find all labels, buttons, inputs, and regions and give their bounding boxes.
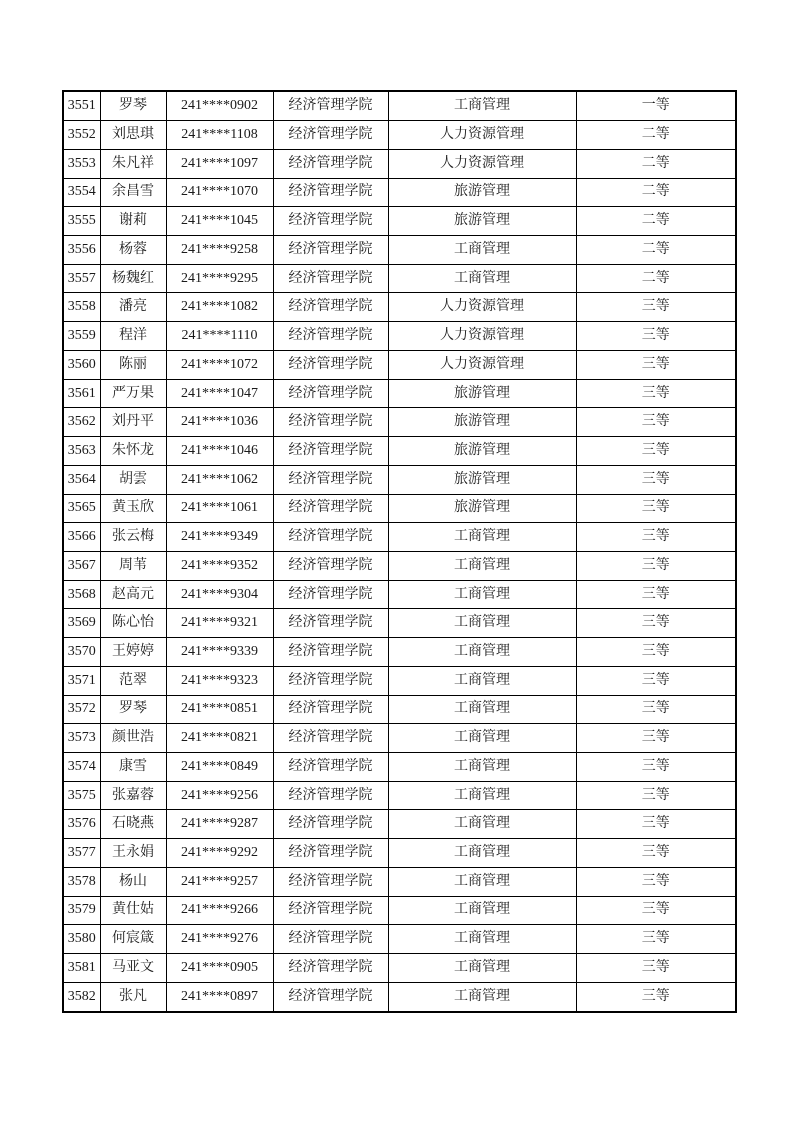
award-cell: 三等 <box>576 293 736 322</box>
award-cell: 二等 <box>576 121 736 150</box>
college-cell: 经济管理学院 <box>273 781 388 810</box>
award-cell: 三等 <box>576 437 736 466</box>
table-row <box>63 523 736 552</box>
table-row <box>63 322 736 351</box>
student-id-cell: 241****1062 <box>166 465 273 494</box>
name-cell: 刘思琪 <box>100 121 166 150</box>
college-cell: 经济管理学院 <box>273 982 388 1012</box>
serial-cell: 3576 <box>63 810 100 839</box>
major-cell: 人力资源管理 <box>388 121 576 150</box>
college-cell: 经济管理学院 <box>273 207 388 236</box>
serial-cell: 3553 <box>63 149 100 178</box>
name-cell: 刘丹平 <box>100 408 166 437</box>
student-id-cell: 241****9266 <box>166 896 273 925</box>
name-cell: 程洋 <box>100 322 166 351</box>
serial-cell: 3568 <box>63 580 100 609</box>
college-cell: 经济管理学院 <box>273 810 388 839</box>
college-cell: 经济管理学院 <box>273 551 388 580</box>
serial-cell: 3564 <box>63 465 100 494</box>
college-cell: 经济管理学院 <box>273 523 388 552</box>
major-cell: 人力资源管理 <box>388 350 576 379</box>
major-cell: 旅游管理 <box>388 408 576 437</box>
table-row <box>63 867 736 896</box>
serial-cell: 3579 <box>63 896 100 925</box>
name-cell: 石晓燕 <box>100 810 166 839</box>
name-cell: 谢莉 <box>100 207 166 236</box>
major-cell: 人力资源管理 <box>388 149 576 178</box>
award-cell: 三等 <box>576 896 736 925</box>
serial-cell: 3561 <box>63 379 100 408</box>
name-cell: 黄玉欣 <box>100 494 166 523</box>
table-row <box>63 666 736 695</box>
serial-cell: 3556 <box>63 236 100 265</box>
award-cell: 三等 <box>576 867 736 896</box>
student-id-cell: 241****9292 <box>166 839 273 868</box>
serial-cell: 3566 <box>63 523 100 552</box>
award-cell: 一等 <box>576 91 736 121</box>
major-cell: 工商管理 <box>388 724 576 753</box>
table-row <box>63 781 736 810</box>
table-row <box>63 494 736 523</box>
name-cell: 朱怀龙 <box>100 437 166 466</box>
name-cell: 陈心怡 <box>100 609 166 638</box>
name-cell: 康雪 <box>100 752 166 781</box>
award-cell: 三等 <box>576 925 736 954</box>
serial-cell: 3567 <box>63 551 100 580</box>
name-cell: 杨魏红 <box>100 264 166 293</box>
award-list-table <box>62 90 737 1013</box>
major-cell: 旅游管理 <box>388 207 576 236</box>
name-cell: 朱凡祥 <box>100 149 166 178</box>
major-cell: 工商管理 <box>388 638 576 667</box>
award-cell: 二等 <box>576 236 736 265</box>
table-row <box>63 350 736 379</box>
major-cell: 工商管理 <box>388 91 576 121</box>
award-cell: 三等 <box>576 695 736 724</box>
student-id-cell: 241****1110 <box>166 322 273 351</box>
table-row <box>63 982 736 1012</box>
student-id-cell: 241****9321 <box>166 609 273 638</box>
table-row <box>63 810 736 839</box>
award-cell: 三等 <box>576 408 736 437</box>
table-row <box>63 293 736 322</box>
student-id-cell: 241****9352 <box>166 551 273 580</box>
college-cell: 经济管理学院 <box>273 954 388 983</box>
college-cell: 经济管理学院 <box>273 896 388 925</box>
table-row <box>63 437 736 466</box>
name-cell: 范翠 <box>100 666 166 695</box>
student-id-cell: 241****9304 <box>166 580 273 609</box>
college-cell: 经济管理学院 <box>273 149 388 178</box>
table-row <box>63 264 736 293</box>
major-cell: 工商管理 <box>388 839 576 868</box>
serial-cell: 3562 <box>63 408 100 437</box>
college-cell: 经济管理学院 <box>273 867 388 896</box>
major-cell: 工商管理 <box>388 982 576 1012</box>
serial-cell: 3558 <box>63 293 100 322</box>
award-cell: 三等 <box>576 638 736 667</box>
name-cell: 王婷婷 <box>100 638 166 667</box>
table-row <box>63 379 736 408</box>
major-cell: 旅游管理 <box>388 465 576 494</box>
college-cell: 经济管理学院 <box>273 638 388 667</box>
major-cell: 工商管理 <box>388 609 576 638</box>
major-cell: 工商管理 <box>388 781 576 810</box>
name-cell: 罗琴 <box>100 91 166 121</box>
college-cell: 经济管理学院 <box>273 724 388 753</box>
table-row <box>63 580 736 609</box>
name-cell: 黄仕姑 <box>100 896 166 925</box>
college-cell: 经济管理学院 <box>273 609 388 638</box>
serial-cell: 3571 <box>63 666 100 695</box>
student-id-cell: 241****0905 <box>166 954 273 983</box>
serial-cell: 3572 <box>63 695 100 724</box>
major-cell: 工商管理 <box>388 954 576 983</box>
table-row <box>63 954 736 983</box>
award-cell: 三等 <box>576 494 736 523</box>
student-id-cell: 241****9323 <box>166 666 273 695</box>
major-cell: 工商管理 <box>388 551 576 580</box>
student-id-cell: 241****9295 <box>166 264 273 293</box>
table-row <box>63 925 736 954</box>
table-row <box>63 408 736 437</box>
college-cell: 经济管理学院 <box>273 121 388 150</box>
student-id-cell: 241****9256 <box>166 781 273 810</box>
award-cell: 三等 <box>576 350 736 379</box>
award-cell: 三等 <box>576 666 736 695</box>
student-id-cell: 241****0849 <box>166 752 273 781</box>
award-cell: 三等 <box>576 523 736 552</box>
serial-cell: 3552 <box>63 121 100 150</box>
table-row <box>63 896 736 925</box>
student-id-cell: 241****1070 <box>166 178 273 207</box>
name-cell: 赵高元 <box>100 580 166 609</box>
award-cell: 三等 <box>576 982 736 1012</box>
award-cell: 二等 <box>576 207 736 236</box>
table-row <box>63 207 736 236</box>
student-id-cell: 241****1097 <box>166 149 273 178</box>
college-cell: 经济管理学院 <box>273 666 388 695</box>
student-id-cell: 241****1061 <box>166 494 273 523</box>
major-cell: 人力资源管理 <box>388 322 576 351</box>
major-cell: 工商管理 <box>388 666 576 695</box>
college-cell: 经济管理学院 <box>273 695 388 724</box>
name-cell: 罗琴 <box>100 695 166 724</box>
name-cell: 杨蓉 <box>100 236 166 265</box>
serial-cell: 3560 <box>63 350 100 379</box>
serial-cell: 3563 <box>63 437 100 466</box>
college-cell: 经济管理学院 <box>273 437 388 466</box>
serial-cell: 3569 <box>63 609 100 638</box>
name-cell: 张云梅 <box>100 523 166 552</box>
serial-cell: 3554 <box>63 178 100 207</box>
table-row <box>63 551 736 580</box>
major-cell: 工商管理 <box>388 810 576 839</box>
major-cell: 工商管理 <box>388 896 576 925</box>
college-cell: 经济管理学院 <box>273 350 388 379</box>
college-cell: 经济管理学院 <box>273 91 388 121</box>
name-cell: 杨山 <box>100 867 166 896</box>
award-cell: 三等 <box>576 580 736 609</box>
major-cell: 旅游管理 <box>388 437 576 466</box>
serial-cell: 3580 <box>63 925 100 954</box>
college-cell: 经济管理学院 <box>273 379 388 408</box>
name-cell: 潘亮 <box>100 293 166 322</box>
award-cell: 三等 <box>576 954 736 983</box>
student-id-cell: 241****1047 <box>166 379 273 408</box>
student-id-cell: 241****1072 <box>166 350 273 379</box>
name-cell: 王永娟 <box>100 839 166 868</box>
major-cell: 人力资源管理 <box>388 293 576 322</box>
table-row <box>63 638 736 667</box>
table-row <box>63 695 736 724</box>
table-row <box>63 178 736 207</box>
student-id-cell: 241****1036 <box>166 408 273 437</box>
name-cell: 何宸箴 <box>100 925 166 954</box>
name-cell: 胡雲 <box>100 465 166 494</box>
table-row <box>63 91 736 121</box>
serial-cell: 3570 <box>63 638 100 667</box>
serial-cell: 3581 <box>63 954 100 983</box>
college-cell: 经济管理学院 <box>273 293 388 322</box>
serial-cell: 3551 <box>63 91 100 121</box>
student-id-cell: 241****1045 <box>166 207 273 236</box>
award-cell: 三等 <box>576 465 736 494</box>
name-cell: 陈丽 <box>100 350 166 379</box>
serial-cell: 3575 <box>63 781 100 810</box>
award-cell: 三等 <box>576 839 736 868</box>
award-cell: 三等 <box>576 322 736 351</box>
award-cell: 三等 <box>576 810 736 839</box>
major-cell: 工商管理 <box>388 752 576 781</box>
student-id-cell: 241****9287 <box>166 810 273 839</box>
student-id-cell: 241****0851 <box>166 695 273 724</box>
college-cell: 经济管理学院 <box>273 580 388 609</box>
major-cell: 工商管理 <box>388 695 576 724</box>
major-cell: 旅游管理 <box>388 178 576 207</box>
college-cell: 经济管理学院 <box>273 752 388 781</box>
table-row <box>63 752 736 781</box>
table-row <box>63 609 736 638</box>
table-row <box>63 839 736 868</box>
college-cell: 经济管理学院 <box>273 494 388 523</box>
name-cell: 张嘉蓉 <box>100 781 166 810</box>
name-cell: 颜世浩 <box>100 724 166 753</box>
major-cell: 工商管理 <box>388 264 576 293</box>
major-cell: 旅游管理 <box>388 379 576 408</box>
award-cell: 三等 <box>576 781 736 810</box>
major-cell: 旅游管理 <box>388 494 576 523</box>
table-row <box>63 149 736 178</box>
major-cell: 工商管理 <box>388 580 576 609</box>
student-id-cell: 241****9257 <box>166 867 273 896</box>
name-cell: 余昌雪 <box>100 178 166 207</box>
college-cell: 经济管理学院 <box>273 178 388 207</box>
major-cell: 工商管理 <box>388 925 576 954</box>
award-cell: 三等 <box>576 609 736 638</box>
college-cell: 经济管理学院 <box>273 465 388 494</box>
award-cell: 三等 <box>576 379 736 408</box>
student-id-cell: 241****9349 <box>166 523 273 552</box>
award-cell: 三等 <box>576 752 736 781</box>
table-row <box>63 121 736 150</box>
serial-cell: 3573 <box>63 724 100 753</box>
award-cell: 二等 <box>576 149 736 178</box>
student-id-cell: 241****1046 <box>166 437 273 466</box>
table-row <box>63 724 736 753</box>
serial-cell: 3578 <box>63 867 100 896</box>
name-cell: 张凡 <box>100 982 166 1012</box>
major-cell: 工商管理 <box>388 523 576 552</box>
college-cell: 经济管理学院 <box>273 925 388 954</box>
name-cell: 马亚文 <box>100 954 166 983</box>
student-id-cell: 241****0821 <box>166 724 273 753</box>
college-cell: 经济管理学院 <box>273 839 388 868</box>
award-table-body <box>63 91 736 1012</box>
student-id-cell: 241****0902 <box>166 91 273 121</box>
award-cell: 三等 <box>576 551 736 580</box>
college-cell: 经济管理学院 <box>273 264 388 293</box>
award-cell: 三等 <box>576 724 736 753</box>
award-cell: 二等 <box>576 264 736 293</box>
student-id-cell: 241****0897 <box>166 982 273 1012</box>
serial-cell: 3582 <box>63 982 100 1012</box>
major-cell: 工商管理 <box>388 867 576 896</box>
student-id-cell: 241****9276 <box>166 925 273 954</box>
serial-cell: 3557 <box>63 264 100 293</box>
student-id-cell: 241****1108 <box>166 121 273 150</box>
college-cell: 经济管理学院 <box>273 408 388 437</box>
serial-cell: 3555 <box>63 207 100 236</box>
student-id-cell: 241****9258 <box>166 236 273 265</box>
table-row <box>63 236 736 265</box>
award-cell: 二等 <box>576 178 736 207</box>
name-cell: 严万果 <box>100 379 166 408</box>
college-cell: 经济管理学院 <box>273 236 388 265</box>
serial-cell: 3577 <box>63 839 100 868</box>
serial-cell: 3565 <box>63 494 100 523</box>
serial-cell: 3559 <box>63 322 100 351</box>
college-cell: 经济管理学院 <box>273 322 388 351</box>
table-row <box>63 465 736 494</box>
student-id-cell: 241****1082 <box>166 293 273 322</box>
major-cell: 工商管理 <box>388 236 576 265</box>
serial-cell: 3574 <box>63 752 100 781</box>
name-cell: 周苇 <box>100 551 166 580</box>
student-id-cell: 241****9339 <box>166 638 273 667</box>
